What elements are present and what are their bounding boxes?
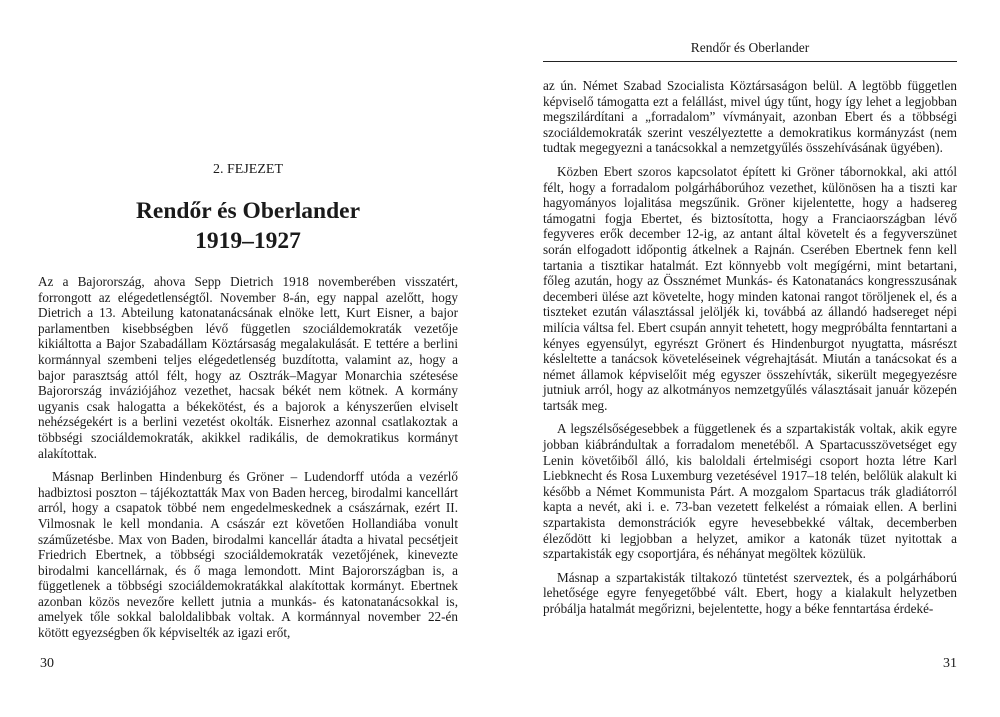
right-page: [543, 0, 957, 717]
chapter-title-line1: Rendőr és Oberlander: [135, 198, 361, 224]
paragraph: Az a Bajorország, ahova Sepp Dietrich 1918 novemberében visszatért, forrongott az elégedetlenségtől. November 8-án, egy nappal azelőtt, hogy Dietrich a 13. Abteilung katonatanácsának elnöke lett, Kurt Eisner, a bajor parlamentben kisebbségben lévő független szociáldemokraták vezetője kikiáltotta a Bajor Szabadállam Köztársaság megalakulását. E tettére a berlini kormánnyal szembeni teljes elégedetlenség buzdította, valamint az, hogy a bajor parasztság attól félt, hogy az Osztrák–Magyar Monarchia szétesése Bajorország inváziójához vezethet, hacsak békét nem kötnek. A kormány ugyanis csak halogatta a békekötést, és a bajorok a kényszerűen elviselt nehézségekért is a berlini vezetést okolták. Eisnerhez azonnal csatlakoztak a többségi szociáldemokraták, akikkel radikális, de demokratikus kormányt alakítottak.: [38, 274, 458, 461]
left-body-text: [38, 274, 458, 649]
paragraph: Másnap a szpartakisták tiltakozó tüntetést szerveztek, és a polgárháború lehetősége egyre fenyegetőbbé vált. Ebert, hogy a kialakult helyzetben próbálja hatalmát megőrizni, bejelentette, hogy a béke fenntartása érdeké-: [543, 569, 957, 616]
page-number-right: 31: [943, 656, 957, 671]
paragraph: Közben Ebert szoros kapcsolatot épített ki Gröner tábornokkal, aki attól félt, hogy a forradalom polgárháborúhoz vezethet, különösen ha a tiszti kar hagyományos lojalitása megszűnik. Gröner kijelentette, hogy a hadsereg támogatni fogja Ebertet, és biztosította, hogy a Franciaországban lévő fegyveres erők december 12-ig, az antant által követelt és a fegyverszünet során elfogadott időpontig átkelnek a Rajnán. Cserében Ebertnek fenn kell tartania a tisztikar hatalmát. Ezt könnyebb volt megígérni, mint betartani, főleg azután, hogy az Össznémet Munkás- és Katonatanács kongresszusának decemberi ülése azt követelte, hogy minden katonai rangot töröljenek el, és a tiszteket ezután választással jelöljék ki, továbbá az állandó hadsereget népi milícia váltsa fel. Ebert csupán annyit tehetett, hogy megpróbálta fenntartani a kényes egyensúlyt, egyrészt Grönert és Hindenburgot nyugtatta, másrészt késleltette a tanácsok követeléseinek végrehajtását. Miután a tanácsokat és a német államok képviselőit még egyszer összehívták, sikerült megegyezésre jutniuk arról, hogy az alkotmányos nemzetgyűlés választásait január közepén tartsák meg.: [543, 163, 957, 413]
page-number-left: 30: [40, 656, 54, 671]
chapter-title-line2: 1919–1927: [195, 228, 301, 254]
left-page: [38, 0, 458, 717]
chapter-label: 2. FEJEZET: [213, 162, 283, 177]
right-body-text: [543, 78, 957, 625]
paragraph: Másnap Berlinben Hindenburg és Gröner – Ludendorff utóda a vezérlő hadbiztosi poszton – tájékoztatták Max von Baden herceg, birodalmi kancellárt arról, hogy a csapatok többé nem engedelmeskednek a császárnak, ezért II. Vilmosnak le kell mondania. A császár ezt követően Hollandiába vonult száműzetésbe. Max von Baden, birodalmi kancellár átadta a hivatal pecsétjeit Friedrich Ebertnek, a többségi szociáldemokraták vezetőjének, kinevezte birodalmi kancellárnak, és ő maga lemondott. Mint Bajorországban is, a függetlenek a többségi szociáldemokratákkal alakítottak kormányt. Ebertnek azonban közös nevezőre kellett jutnia a munkás- és katonatanácsokkal is, amelyek tőle sokkal baloldalibbak voltak. A kormánnyal november 22-én kötött egyezségben ők képviselték az igazi erőt,: [38, 469, 458, 641]
chapter-title: [38, 196, 458, 256]
running-head: Rendőr és Oberlander: [543, 40, 957, 62]
paragraph: A legszélsőségesebbek a függetlenek és a szpartakisták voltak, akik egyre jobban kiábrándultak a forradalom menetéből. A Spartacusszövetséget egy Lenin követőiből álló, kis baloldali értelmiségi csoport hozta létre Karl Liebknecht és Rosa Luxemburg vezetésével 1917–18 telén, belőlük alakult ki később a Német Kommunista Párt. A mozgalom Spartacus trák gladiátorról kapta a nevét, aki i. e. 73-ban vezetett felkelést a rómaiak ellen. A berlini szpartakista demonstrációk egyre hevesebbekké váltak, decemberben éleződött ki legjobban a helyzet, amikor a katonák tüzet nyitottak a szpartakisták egy csoportjára, és néhányat megöltek közülük.: [543, 421, 957, 562]
paragraph: az ún. Német Szabad Szocialista Köztársaságon belül. A legtöbb független képviselő támogatta ezt a felállást, mivel úgy tűnt, hogy így lehet a legjobban megszilárdítani a „forradalom” vívmányait, azonban Ebert és a többségi szociáldemokraták szerint veszélyeztette a demokratikus kormányzást (nem tudtak megegyezni a tanácsokkal a nemzetgyűlés összehívásának ügyében).: [543, 78, 957, 156]
